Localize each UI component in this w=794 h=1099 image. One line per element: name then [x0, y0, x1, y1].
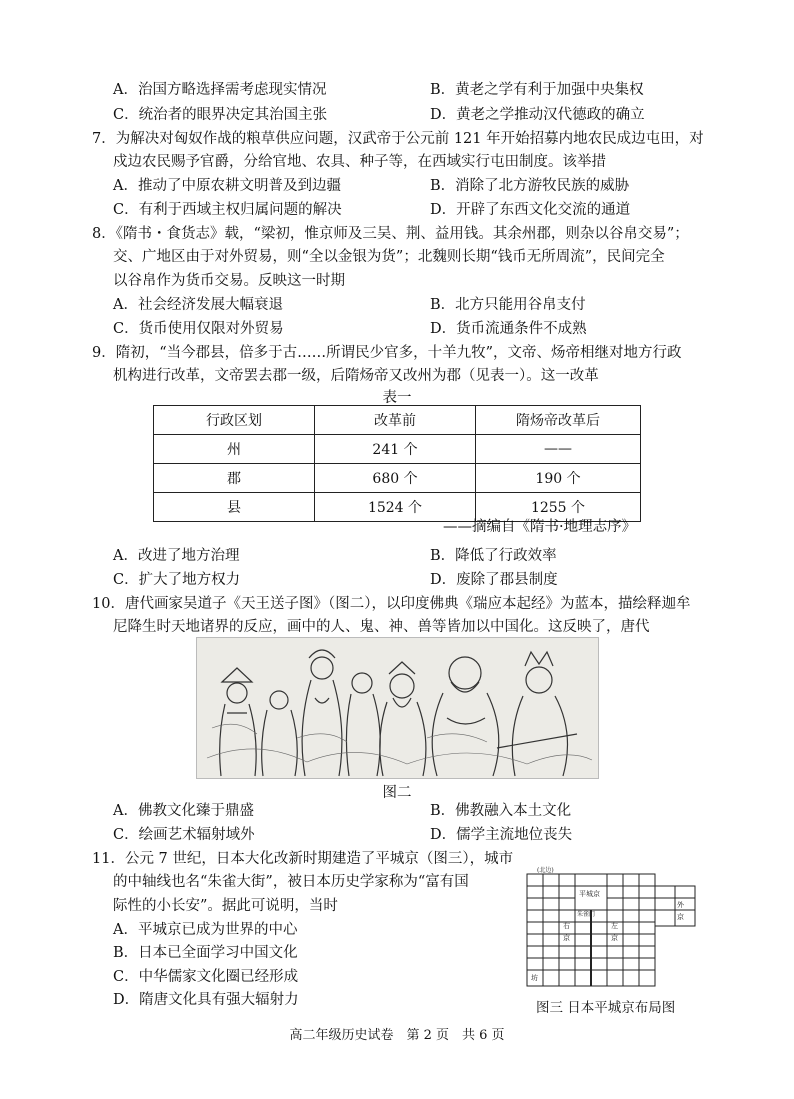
map-label-palace: 平城京: [579, 890, 600, 898]
q8-stem-line3: 以谷帛作为货币交易。反映这一时期: [113, 273, 345, 289]
table-row: [154, 464, 641, 493]
q6-option-b: B．黄老之学有利于加强中央集权: [430, 82, 644, 98]
heijo-kyo-layout-map: [525, 866, 701, 994]
table-header-cell: 隋炀帝改革后: [476, 406, 641, 435]
painting-figures-image: [197, 638, 598, 778]
table-row: [154, 435, 641, 464]
q7-option-b: B．消除了北方游牧民族的威胁: [430, 178, 630, 194]
table-header-cell: 改革前: [315, 406, 476, 435]
q6-option-d: D．黄老之学推动汉代德政的确立: [430, 107, 645, 123]
figure2-caption: 图二: [382, 785, 412, 801]
q8-option-b: B．北方只能用谷帛支付: [430, 297, 586, 313]
table-cell: 州: [154, 435, 315, 464]
q9-option-a: A．改进了地方治理: [113, 548, 240, 564]
q7-stem-line2: 戍边农民赐予官爵，分给官地、农具、种子等，在西域实行屯田制度。该举措: [113, 154, 606, 170]
q6-option-c: C．统治者的眼界决定其治国主张: [113, 107, 328, 123]
map-label-left2: 京: [611, 934, 618, 942]
q10-option-d: D．儒学主流地位丧失: [430, 827, 573, 843]
table-cell: 县: [154, 493, 315, 522]
admin-division-table: [153, 405, 641, 522]
table-cell: 1524 个: [315, 493, 476, 522]
q10-stem-line2: 尼降生时天地诸界的反应，画中的人、鬼、神、兽等皆加以中国化。这反映了，唐代: [113, 619, 650, 635]
q11-option-b: B．日本已全面学习中国文化: [113, 945, 298, 961]
q11-stem-line2: 的中轴线也名“朱雀大街”，被日本历史学家称为“富有国: [113, 874, 469, 890]
table-cell: 郡: [154, 464, 315, 493]
city-grid-diagram: [525, 866, 701, 994]
map-label-ext: 外: [677, 901, 684, 909]
table-header-cell: 行政区划: [154, 406, 315, 435]
map-label-ext2: 京: [677, 913, 684, 921]
q7-option-c: C．有利于西域主权归属问题的解决: [113, 202, 342, 218]
q9-option-b: B．降低了行政效率: [430, 548, 557, 564]
q8-stem-line2: 交、广地区由于对外贸易，则“全以金银为货”；北魏则长期“钱币无所周流”，民间完全: [113, 249, 665, 265]
figure-painting: [196, 637, 599, 779]
q10-option-b: B．佛教融入本土文化: [430, 803, 572, 819]
table-cell: 241 个: [315, 435, 476, 464]
map-label-market: 坊: [531, 974, 538, 982]
q9-option-c: C．扩大了地方权力: [113, 572, 241, 588]
q9-stem-line2: 机构进行改革，文帝罢去郡一级，后隋炀帝又改州为郡（见表一）。这一改革: [113, 368, 599, 384]
q7-stem-line1: 7．为解决对匈奴作战的粮草供应问题，汉武帝于公元前 121 年开始招募内地农民成边屯田，对: [92, 131, 704, 147]
q11-option-a: A．平城京已成为世界的中心: [113, 922, 298, 938]
table-source: ——摘编自《隋书·地理志序》: [443, 519, 637, 535]
q8-option-a: A．社会经济发展大幅衰退: [113, 297, 283, 313]
table-cell: 680 个: [315, 464, 476, 493]
q10-option-a: A．佛教文化臻于鼎盛: [113, 803, 254, 819]
q11-stem-line1: 11．公元 7 世纪，日本大化改新时期建造了平城京（图三），城市: [92, 851, 514, 867]
table-header-row: [154, 406, 641, 435]
table-cell: 190 个: [476, 464, 641, 493]
q7-option-a: A．推动了中原农耕文明普及到边疆: [113, 178, 341, 194]
q10-stem-line1: 10．唐代画家吴道子《天王送子图》（图二），以印度佛典《瑞应本起经》为蓝本，描绘释迦牟: [92, 596, 691, 612]
q7-option-d: D．开辟了东西文化交流的通道: [430, 202, 631, 218]
q9-option-d: D．废除了郡县制度: [430, 572, 558, 588]
figure3-caption: 图三 日本平城京布局图: [536, 1000, 676, 1016]
table-cell: 1255 个: [476, 493, 641, 522]
q11-option-d: D．隋唐文化具有强大辐射力: [113, 992, 299, 1008]
map-label-right2: 京: [563, 934, 570, 942]
page-footer: 高二年级历史试卷 第 2 页 共 6 页: [289, 1028, 505, 1043]
map-label-north: (北边): [537, 867, 554, 874]
q8-option-c: C．货币使用仅限对外贸易: [113, 321, 284, 337]
q6-option-a: A．治国方略选择需考虑现实情况: [113, 82, 327, 98]
map-label-left: 左: [611, 922, 618, 930]
q8-option-d: D．货币流通条件不成熟: [430, 321, 587, 337]
q10-option-c: C．绘画艺术辐射域外: [113, 827, 255, 843]
q11-option-c: C．中华儒家文化圈已经形成: [113, 969, 299, 985]
q9-stem-line1: 9．隋初，“当今郡县，倍多于古……所谓民少官多，十羊九牧”，文帝、炀帝相继对地方行政: [92, 345, 682, 361]
map-label-right: 右: [563, 922, 570, 930]
table-title: 表一: [382, 390, 412, 406]
map-label-gate: 朱雀门: [577, 911, 596, 918]
table-cell: ——: [476, 435, 641, 464]
q11-stem-line3: 际性的小长安”。据此可说明，当时: [113, 898, 338, 914]
q8-stem-line1: 8．《隋书・食货志》载，“梁初，惟京师及三吴、荆、益用钱。其余州郡，则杂以谷帛交易”；: [92, 226, 689, 242]
